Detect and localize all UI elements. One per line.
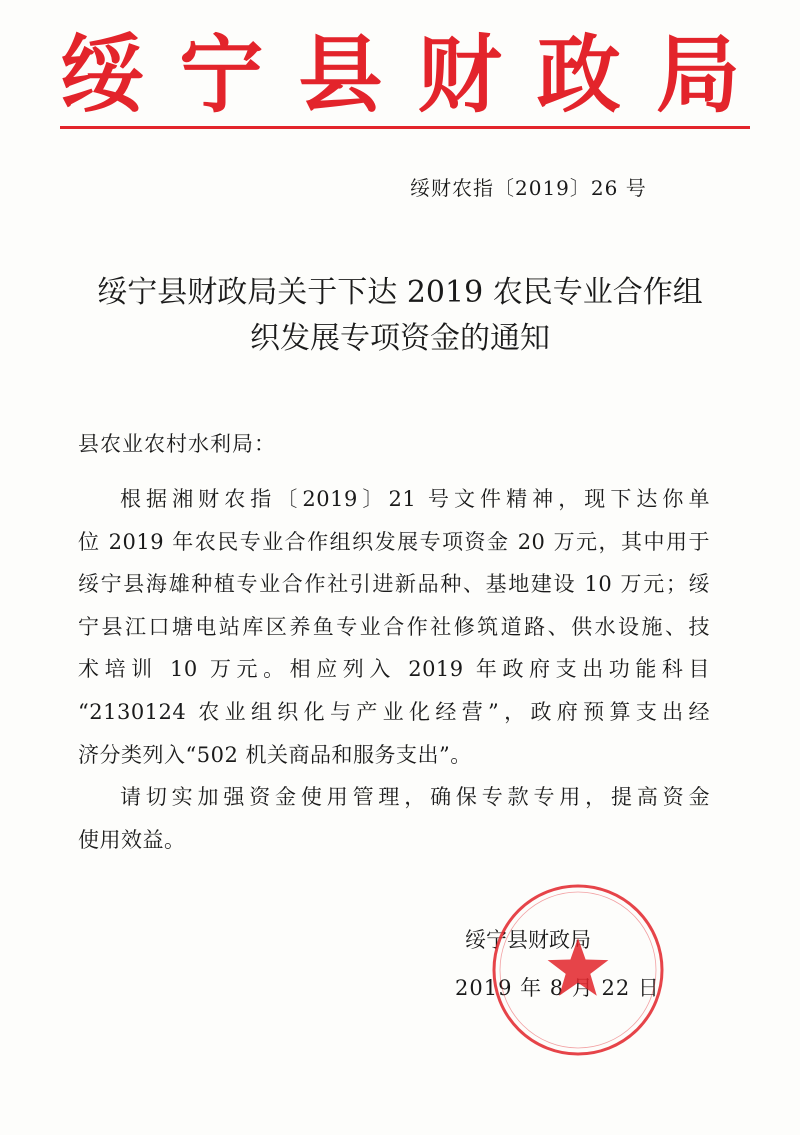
body-line: 位 2019 年农民专业合作组织发展专项资金 20 万元，其中用于 bbox=[78, 529, 710, 554]
body-line: “2130124 农业组织化与产业化经营”，政府预算支出经 bbox=[78, 699, 710, 724]
masthead-char: 局 bbox=[655, 26, 740, 124]
body-text bbox=[78, 478, 710, 861]
body-line: 使用效益。 bbox=[78, 827, 186, 852]
masthead-char: 宁 bbox=[179, 26, 264, 124]
red-masthead bbox=[60, 26, 740, 124]
body-line: 根据湘财农指〔2019〕21 号文件精神，现下达你单 bbox=[120, 487, 710, 511]
body-line: 济分类列入“502 机关商品和服务支出”。 bbox=[78, 742, 472, 767]
title-line: 织发展专项资金的通知 bbox=[250, 321, 550, 356]
masthead-char: 县 bbox=[298, 26, 383, 124]
official-seal bbox=[488, 880, 668, 1060]
masthead-char: 政 bbox=[536, 26, 621, 124]
star-icon bbox=[548, 938, 609, 996]
masthead-char: 财 bbox=[417, 26, 502, 124]
signature-organization: 绥宁县财政局 bbox=[465, 928, 591, 952]
addressee: 县农业农村水利局： bbox=[78, 432, 276, 456]
body-line: 请切实加强资金使用管理，确保专款专用，提高资金 bbox=[120, 785, 710, 810]
document-title bbox=[60, 270, 740, 362]
body-line: 绥宁县海雄种植专业合作社引进新品种、基地建设 10 万元；绥 bbox=[78, 572, 710, 597]
masthead-char: 绥 bbox=[60, 26, 145, 124]
document-number: 绥财农指〔2019〕26 号 bbox=[410, 176, 647, 200]
body-line: 宁县江口塘电站库区养鱼专业合作社修筑道路、供水设施、技 bbox=[78, 614, 710, 639]
signature-date: 2019 年 8 月 22 日 bbox=[455, 976, 660, 1000]
red-divider-line bbox=[60, 126, 750, 129]
body-line: 术培训 10 万元。相应列入 2019 年政府支出功能科目 bbox=[78, 657, 710, 682]
title-line: 绥宁县财政局关于下达 2019 农民专业合作组 bbox=[97, 275, 703, 310]
